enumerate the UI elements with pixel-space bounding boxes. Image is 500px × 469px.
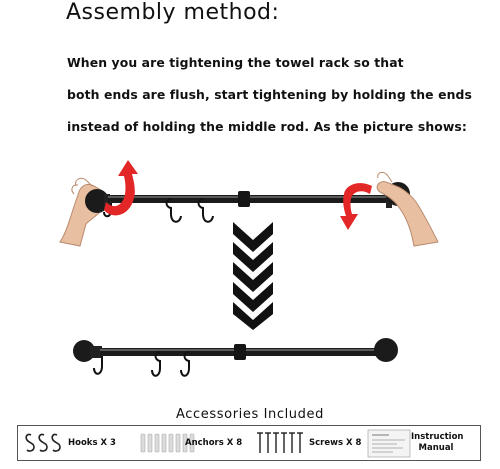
manual-icon bbox=[368, 430, 410, 457]
bottom-hook-1 bbox=[94, 356, 102, 374]
right-hand-thumb bbox=[378, 172, 392, 182]
down-chevrons bbox=[233, 222, 273, 330]
manual-label bbox=[411, 432, 464, 454]
instruction-line-2: both ends are flush, start tightening by holding the ends bbox=[67, 87, 472, 102]
screws-icon bbox=[257, 433, 303, 453]
instruction-line-3: instead of holding the middle rod. As the picture shows: bbox=[67, 119, 467, 134]
manual-label-line-2: Manual bbox=[418, 443, 454, 453]
top-rod-group bbox=[60, 160, 438, 246]
screws-label: Screws X 8 bbox=[309, 438, 362, 448]
s-hooks-icon bbox=[26, 434, 60, 451]
bottom-coupler bbox=[234, 344, 246, 360]
left-red-arrow bbox=[104, 160, 138, 215]
anchors-label: Anchors X 8 bbox=[185, 438, 243, 448]
accessories-heading: Accessories Included bbox=[176, 407, 324, 422]
manual-label-line-1: Instruction bbox=[411, 432, 464, 442]
bottom-rod-group bbox=[73, 338, 398, 376]
top-coupler bbox=[238, 191, 250, 207]
right-red-arrow bbox=[340, 183, 372, 230]
instruction-line-1: When you are tightening the towel rack so that bbox=[67, 55, 404, 70]
bottom-right-flange bbox=[374, 338, 398, 362]
assembly-title: Assembly method: bbox=[66, 0, 280, 25]
assembly-illustration bbox=[0, 150, 500, 405]
hooks-label: Hooks X 3 bbox=[68, 438, 116, 448]
